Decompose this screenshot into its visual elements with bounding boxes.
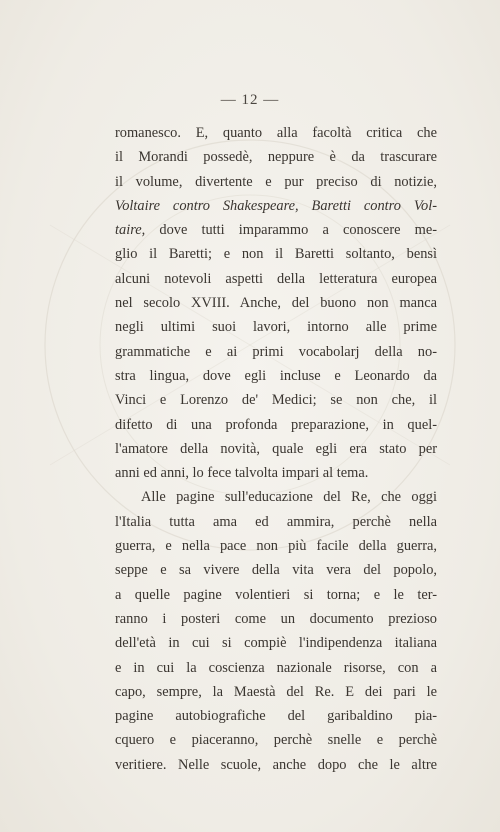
text-line [115,534,437,558]
text-line [115,680,437,704]
italic-title-text: taire, [115,222,146,239]
text-line [115,218,437,242]
text-segment: dell'età in cui si compiè l'indipendenza italiana [115,635,437,652]
text-line [115,388,437,412]
text-segment: pagine autobiografiche del garibaldino pia- [115,708,437,725]
text-line [115,170,437,194]
text-segment: romanesco. E, quanto alla facoltà critica che [115,125,437,141]
text-segment: grammatiche e ai primi vocabolarj della no- [115,343,437,360]
body-text [115,121,437,777]
text-line [115,242,437,266]
text-segment: guerra, e nella pace non più facile della guerra, [115,538,437,555]
text-segment: negli ultimi suoi lavori, intorno alle prime [115,319,437,336]
text-segment: l'amatore della novità, quale egli era stato per [115,440,437,457]
text-segment: e in cui la coscienza nazionale risorse, con a [115,659,437,676]
text-segment: capo, sempre, la Maestà del Re. E dei pari le [115,683,437,700]
text-segment: l'Italia tutta ama ed ammira, perchè nella [115,513,437,530]
text-segment: seppe e sa vivere della vita vera del popolo, [115,562,437,579]
text-segment: nel secolo XVIII. Anche, del buono non manca [115,295,437,312]
text-segment: dove tutti imparammo a conoscere me- [145,222,437,239]
text-segment: a quelle pagine volentieri si torna; e le ter- [115,586,437,603]
text-line [115,485,437,509]
text-line [115,291,437,315]
text-line [115,194,437,218]
text-line [115,461,437,485]
text-line [115,145,437,169]
text-segment: il Morandi possedè, neppure è da trascurare [115,149,437,166]
text-line [115,656,437,680]
text-segment: Alle pagine sull'educazione del Re, che oggi [141,489,437,506]
text-line [115,753,437,777]
text-segment: Vinci e Lorenzo de' Medici; se non che, il [115,392,437,409]
text-line [115,340,437,364]
text-line [115,437,437,461]
text-line [115,631,437,655]
text-line [115,558,437,582]
text-line [115,704,437,728]
text-segment: difetto di una profonda preparazione, in quel- [115,416,437,433]
text-line [115,267,437,291]
text-segment: ranno i posteri come un documento prezioso [115,610,437,627]
text-line [115,728,437,752]
text-line [115,607,437,631]
text-line [115,315,437,339]
italic-title-text: Voltaire contro Shakespeare, Baretti contro Vol- [115,197,437,214]
text-segment: glio il Baretti; e non il Baretti soltanto, bensì [115,246,437,263]
text-segment: anni ed anni, lo fece talvolta impari al tema. [115,465,369,482]
text-line [115,121,437,145]
text-segment: alcuni notevoli aspetti della letteratura europea [115,270,437,287]
text-line [115,510,437,534]
text-line [115,583,437,607]
text-segment: il volume, divertente e pur preciso di notizie, [115,173,437,190]
text-line [115,364,437,388]
text-segment: cquero e piaceranno, perchè snelle e perchè [115,732,437,749]
text-segment: stra lingua, dove egli incluse e Leonardo da [115,367,437,384]
text-line [115,413,437,437]
page-number: — 12 — [220,92,280,108]
text-segment: veritiere. Nelle scuole, anche dopo che le altre [115,756,437,773]
